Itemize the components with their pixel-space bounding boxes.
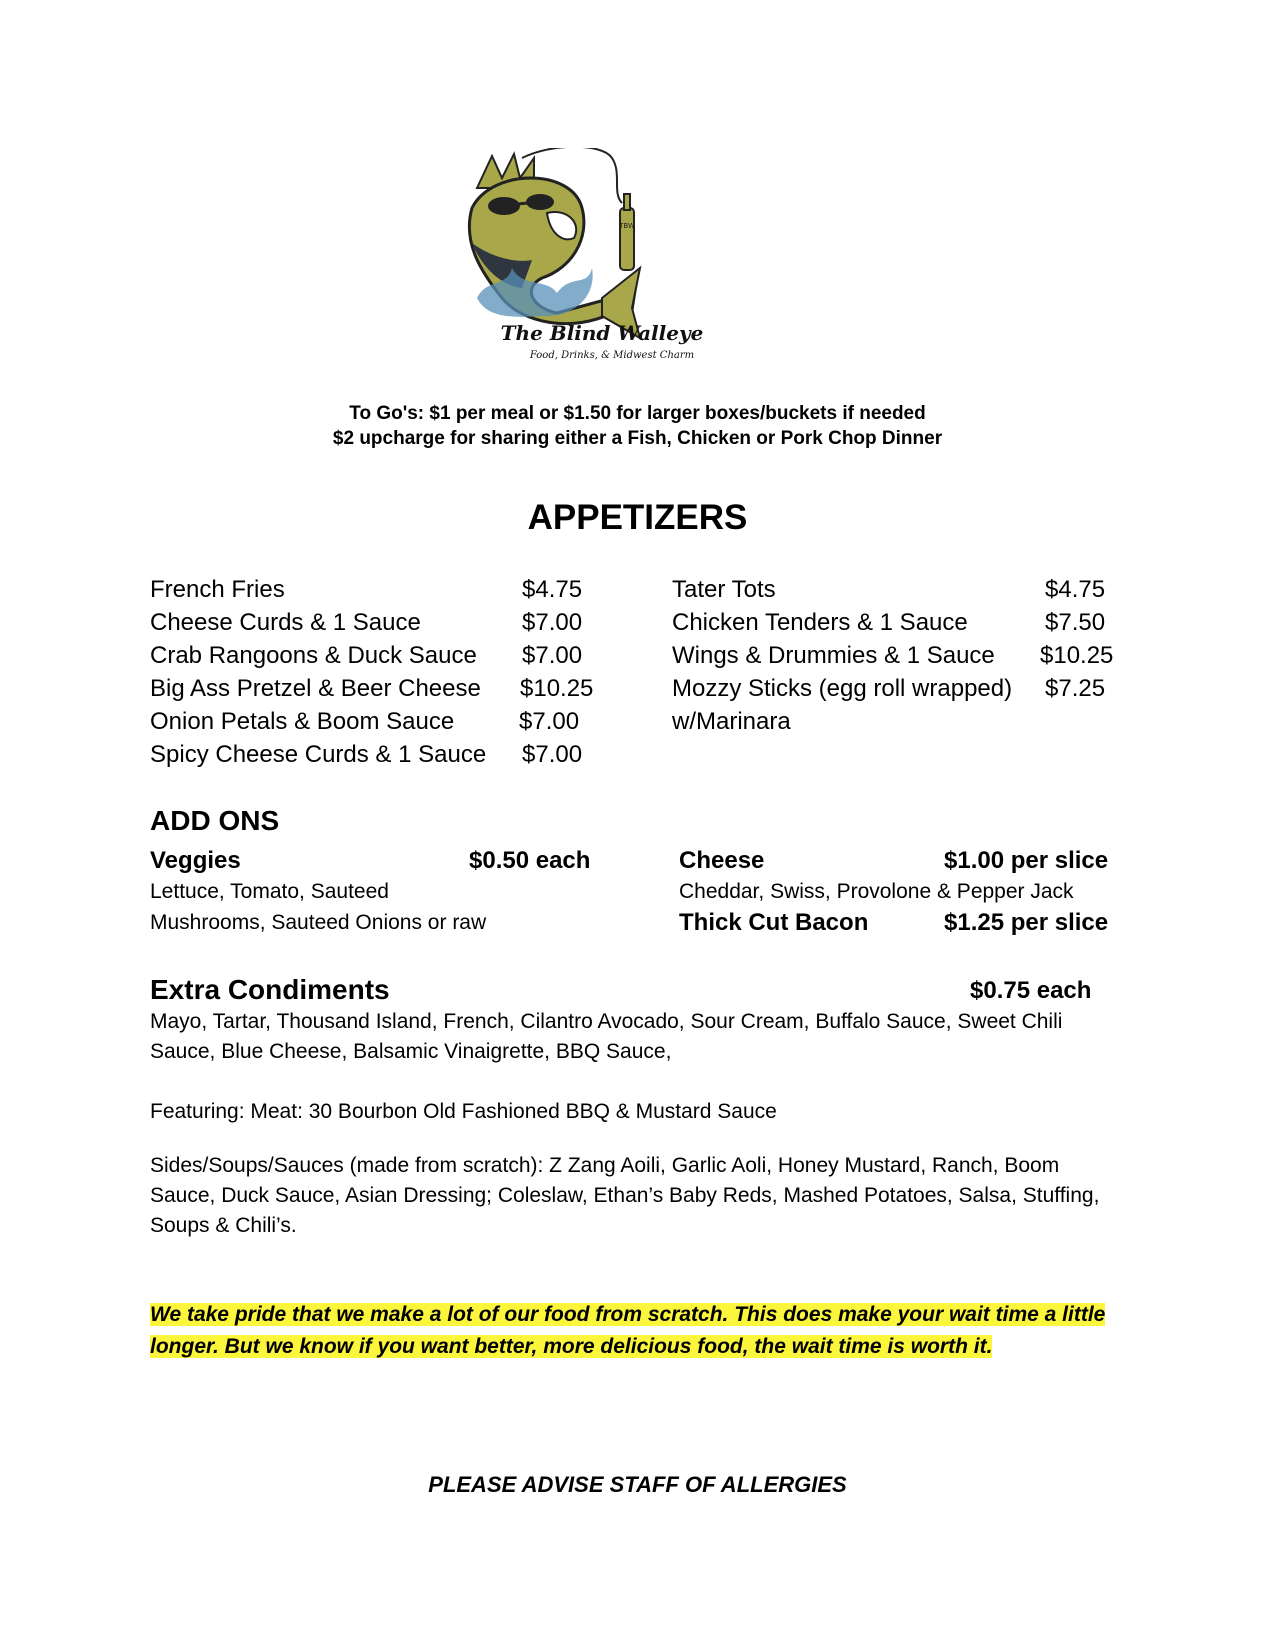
appetizer-price: $7.00 xyxy=(522,609,583,636)
pride-note-text: We take pride that we make a lot of our food from scratch. This does make your wait time a little longer. But we know if you want better, more delicious food, the wait time is worth it. xyxy=(150,1303,1106,1358)
appetizer-name: Tater Tots xyxy=(672,576,776,603)
addons-title: ADD ONS xyxy=(150,805,280,836)
logo-name: The Blind Walleye xyxy=(500,321,704,345)
appetizer-price: $7.50 xyxy=(1045,609,1106,636)
cheese-line1: Cheddar, Swiss, Provolone & Pepper Jack xyxy=(679,880,1074,903)
logo xyxy=(462,148,712,378)
bacon-label: Thick Cut Bacon xyxy=(679,909,869,936)
appetizer-name: Chicken Tenders & 1 Sauce xyxy=(672,609,968,636)
appetizer-price: $4.75 xyxy=(1045,576,1106,603)
appetizer-price: $7.00 xyxy=(522,741,583,768)
cheese-price: $1.00 per slice xyxy=(944,847,1109,874)
bacon-price: $1.25 per slice xyxy=(944,909,1109,936)
veggies-line2: Mushrooms, Sauteed Onions or raw xyxy=(150,911,487,934)
appetizer-price: $7.00 xyxy=(522,642,583,669)
appetizer-name: Wings & Drummies & 1 Sauce xyxy=(672,642,995,669)
appetizer-name: Big Ass Pretzel & Beer Cheese xyxy=(150,675,481,702)
appetizer-price: $7.00 xyxy=(519,708,580,735)
veggies-label: Veggies xyxy=(150,847,241,874)
featuring-text: Featuring: Meat: 30 Bourbon Old Fashioned BBQ & Mustard Sauce xyxy=(150,1100,777,1123)
walleye-logo-icon xyxy=(462,148,712,378)
veggies-line1: Lettuce, Tomato, Sauteed xyxy=(150,880,389,903)
appetizer-name: Spicy Cheese Curds & 1 Sauce xyxy=(150,741,487,768)
appetizer-price: $4.75 xyxy=(522,576,583,603)
veggies-price: $0.50 each xyxy=(469,847,591,874)
appetizer-name: Crab Rangoons & Duck Sauce xyxy=(150,642,477,669)
appetizer-name: French Fries xyxy=(150,576,285,603)
appetizer-price: $10.25 xyxy=(1040,642,1114,669)
condiments-price: $0.75 each xyxy=(970,977,1092,1004)
to-go-note: To Go's: $1 per meal or $1.50 for larger boxes/buckets if needed xyxy=(349,403,926,424)
allergy-note: PLEASE ADVISE STAFF OF ALLERGIES xyxy=(428,1472,847,1497)
condiments-list: Mayo, Tartar, Thousand Island, French, Cilantro Avocado, Sour Cream, Buffalo Sauce, Sweet Chili Sauce, Blue Cheese, Balsamic Vinaigrette, BBQ Sauce, xyxy=(150,1010,1063,1063)
pride-note xyxy=(150,1300,1110,1364)
logo-tagline: Food, Drinks, & Midwest Charm xyxy=(529,350,695,361)
appetizer-price: $10.25 xyxy=(520,675,594,702)
appetizer-name: w/Marinara xyxy=(672,708,791,735)
condiments-title: Extra Condiments xyxy=(150,974,390,1005)
sharing-note: $2 upcharge for sharing either a Fish, Chicken or Pork Chop Dinner xyxy=(332,428,943,449)
appetizer-name: Cheese Curds & 1 Sauce xyxy=(150,609,421,636)
appetizer-name: Onion Petals & Boom Sauce xyxy=(150,708,455,735)
bottle-label: TBW xyxy=(619,222,635,230)
appetizers-title: APPETIZERS xyxy=(527,498,748,537)
appetizer-price: $7.25 xyxy=(1045,675,1106,702)
appetizer-name: Mozzy Sticks (egg roll wrapped) xyxy=(672,675,1013,702)
cheese-label: Cheese xyxy=(679,847,765,874)
sides-text: Sides/Soups/Sauces (made from scratch): Z Zang Aoili, Garlic Aoli, Honey Mustard, Ranch, Boom Sauce, Duck Sauce, Asian Dressing; Coleslaw, Ethan’s Baby Reds, Mashed Potatoes, Salsa, Stuffing, Soups & Chili’s. xyxy=(150,1154,1100,1237)
